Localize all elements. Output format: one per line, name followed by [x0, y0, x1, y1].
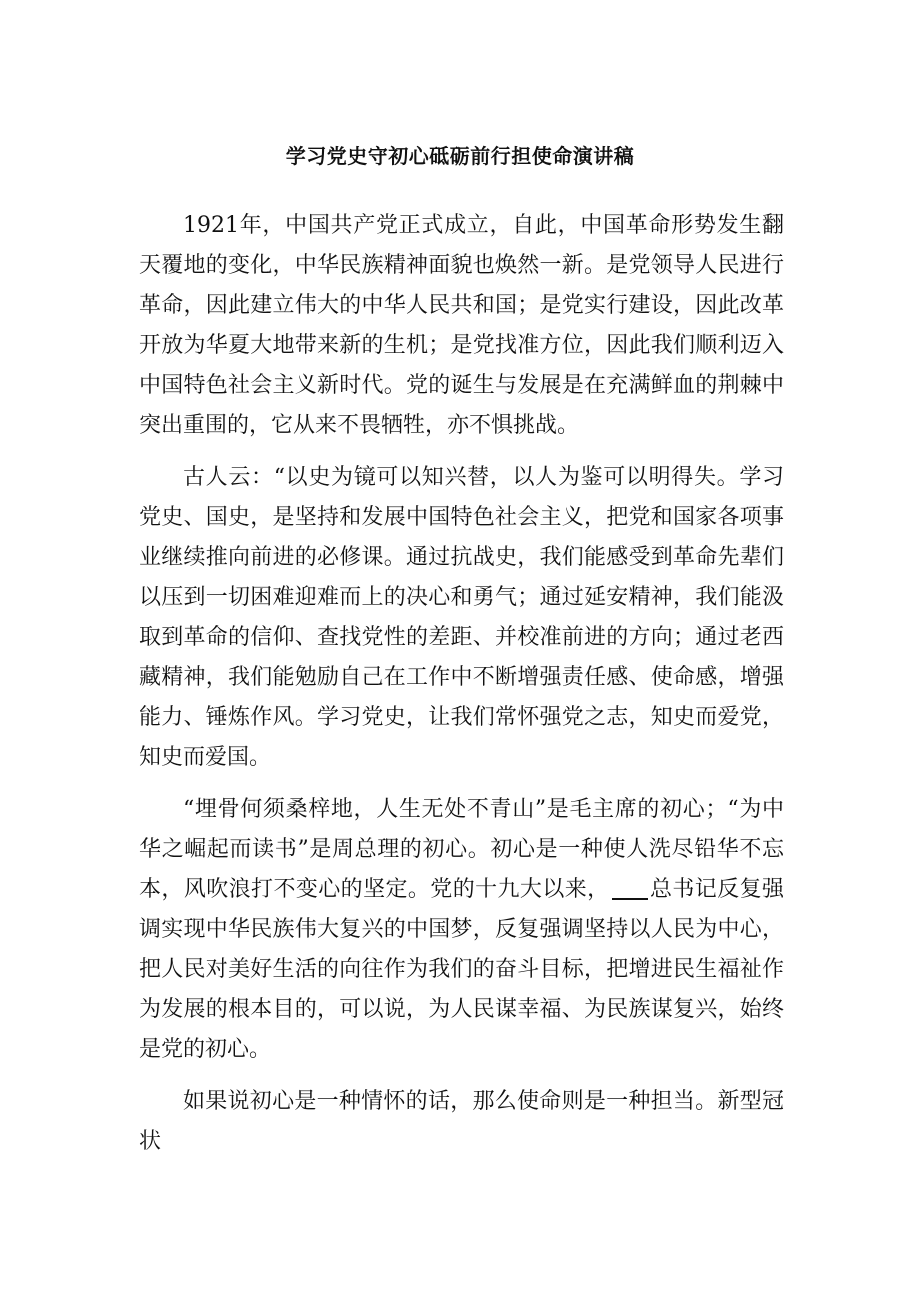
document-title: 学习党史守初心砥砺前行担使命演讲稿 — [285, 144, 635, 168]
paragraph-1: 1921年，中国共产党正式成立，自此，中国革命形势发生翻天覆地的变化，中华民族精神面貌也焕然一新。是党领导人民进行革命，因此建立伟大的中华人民共和国；是党实行建设，因此改革开放为华夏大地带来新的生机；是党找准方位，因此我们顺利迈入中国特色社会主义新时代。党的诞生与发展是在充满鲜血的荆棘中突出重围的，它从来不畏牺牲，亦不惧挑战。 — [139, 213, 784, 438]
paragraph-4: 如果说初心是一种情怀的话，那么使命则是一种担当。新型冠状 — [139, 1089, 784, 1154]
document-body — [139, 206, 784, 1174]
paragraph-3-after-blank: 总书记反复强调实现中华民族伟大复兴的中国梦，反复强调坚持以人民为中心，把人民对美好生活的向往作为我们的奋斗目标，把增进民生福祉作为发展的根本目的，可以说，为人民谋幸福、为民族谋复兴，始终是党的初心。 — [139, 877, 784, 1062]
paragraph-2: 古人云：“以史为镜可以知兴替，以人为鉴可以明得失。学习党史、国史，是坚持和发展中国特色社会主义，把党和国家各项事业继续推向前进的必修课。通过抗战史，我们能感受到革命先辈们以压到一切困难迎难而上的决心和勇气；通过延安精神，我们能汲取到革命的信仰、查找党性的差距、并校准前进的方向；通过老西藏精神，我们能勉励自己在工作中不断增强责任感、使命感，增强能力、锤炼作风。学习党史，让我们常怀强党之志，知史而爱党，知史而爱国。 — [139, 465, 784, 770]
fill-in-blank — [612, 874, 648, 900]
paragraph-3-before-blank: “埋骨何须桑梓地，人生无处不青山”是毛主席的初心；“为中华之崛起而读书”是周总理的初心。初心是一种使人洗尽铅华不忘本，风吹浪打不变心的坚定。党的十九大以来， — [139, 797, 784, 902]
paragraph-3 — [139, 790, 784, 1070]
